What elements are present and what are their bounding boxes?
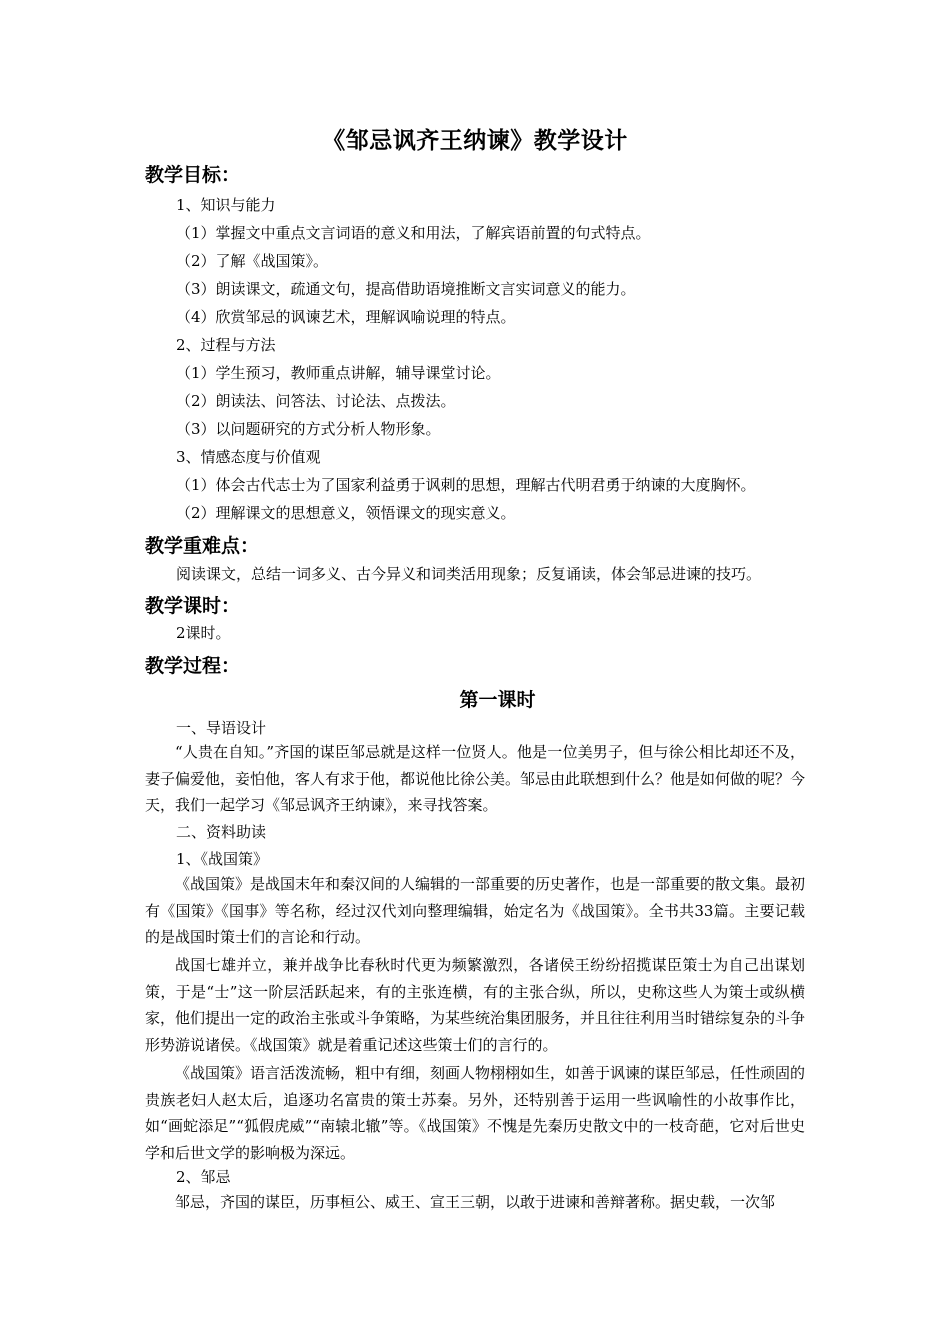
- objective-line: （4）欣赏邹忌的讽谏艺术，理解讽喻说理的特点。: [176, 308, 516, 326]
- key-points-text: 阅读课文，总结一词多义、古今异义和词类活用现象；反复诵读，体会邹忌进谏的技巧。: [176, 565, 762, 583]
- zhanguoce-paragraph-1: 《战国策》是战国末年和秦汉间的人编辑的一部重要的历史著作，也是一部重要的散文集。最初有《国策》《国事》等名称，经过汉代刘向整理编辑，始定名为《战国策》。全书共33篇。主要记载的是战国时策士们的言论和行动。: [145, 875, 806, 946]
- objective-line: （2）朗读法、问答法、讨论法、点拨法。: [176, 392, 456, 410]
- objective-line: 3、情感态度与价值观: [176, 448, 321, 466]
- objective-line: （3）朗读课文，疏通文句，提高借助语境推断文言实词意义的能力。: [176, 280, 636, 298]
- subsection-heading: 2、邹忌: [176, 1168, 231, 1186]
- zhanguoce-paragraph-2: 战国七雄并立，兼并战争比春秋时代更为频繁激烈，各诸侯王纷纷招揽谋臣策士为自己出谋划策，于是“士”这一阶层活跃起来，有的主张连横，有的主张合纵，所以，史称这些人为策士或纵横家，他们提出一定的政治主张或斗争策略，为某些统治集团服务，并且往往利用当时错综复杂的斗争形势游说诸侯。《战国策》就是着重记述这些策士们的言行的。: [145, 956, 806, 1054]
- section1-paragraph: “人贵在自知。”齐国的谋臣邹忌就是这样一位贤人。他是一位美男子，但与徐公相比却还不及，妻子偏爱他，妾怕他，客人有求于他，都说他比徐公美。邹忌由此联想到什么？他是如何做的呢？今天，我们一起学习《邹忌讽齐王纳谏》，来寻找答案。: [145, 743, 806, 814]
- section-heading: 一、导语设计: [176, 719, 267, 737]
- objective-line: （3）以问题研究的方式分析人物形象。: [176, 420, 441, 438]
- objective-line: （1）掌握文中重点文言词语的意义和用法，了解宾语前置的句式特点。: [176, 224, 651, 242]
- objective-line: （1）体会古代志士为了国家利益勇于讽刺的思想，理解古代明君勇于纳谏的大度胸怀。: [176, 476, 756, 494]
- objective-line: 2、过程与方法: [176, 336, 276, 354]
- objective-line: （1）学生预习，教师重点讲解，辅导课堂讨论。: [176, 364, 501, 382]
- process-heading: 教学过程：: [145, 655, 241, 677]
- objective-line: （2）了解《战国策》。: [176, 252, 329, 270]
- key-points-heading: 教学重难点：: [145, 535, 260, 557]
- objectives-heading: 教学目标：: [145, 164, 241, 186]
- document-title: 《邹忌讽齐王纳谏》教学设计: [322, 128, 628, 154]
- hours-text: 2课时。: [176, 624, 231, 642]
- hours-heading: 教学课时：: [145, 595, 241, 617]
- objective-line: 1、知识与能力: [176, 196, 276, 214]
- zouji-paragraph-1: 邹忌，齐国的谋臣，历事桓公、威王、宣王三朝，以敢于进谏和善辩著称。据史载，一次邹: [175, 1193, 776, 1211]
- section-heading: 二、资料助读: [176, 823, 267, 841]
- lesson-title: 第一课时: [459, 689, 536, 711]
- subsection-heading: 1、《战国策》: [176, 850, 269, 868]
- objective-line: （2）理解课文的思想意义，领悟课文的现实意义。: [176, 504, 516, 522]
- zhanguoce-paragraph-3: 《战国策》语言活泼流畅，粗中有细，刻画人物栩栩如生，如善于讽谏的谋臣邹忌，任性顽固的贵族老妇人赵太后，追逐功名富贵的策士苏秦。另外，还特别善于运用一些讽喻性的小故事作比，如“画蛇添足”“狐假虎威”“南辕北辙”等。《战国策》不愧是先秦历史散文中的一枝奇葩，它对后世史学和后世文学的影响极为深远。: [145, 1064, 806, 1162]
